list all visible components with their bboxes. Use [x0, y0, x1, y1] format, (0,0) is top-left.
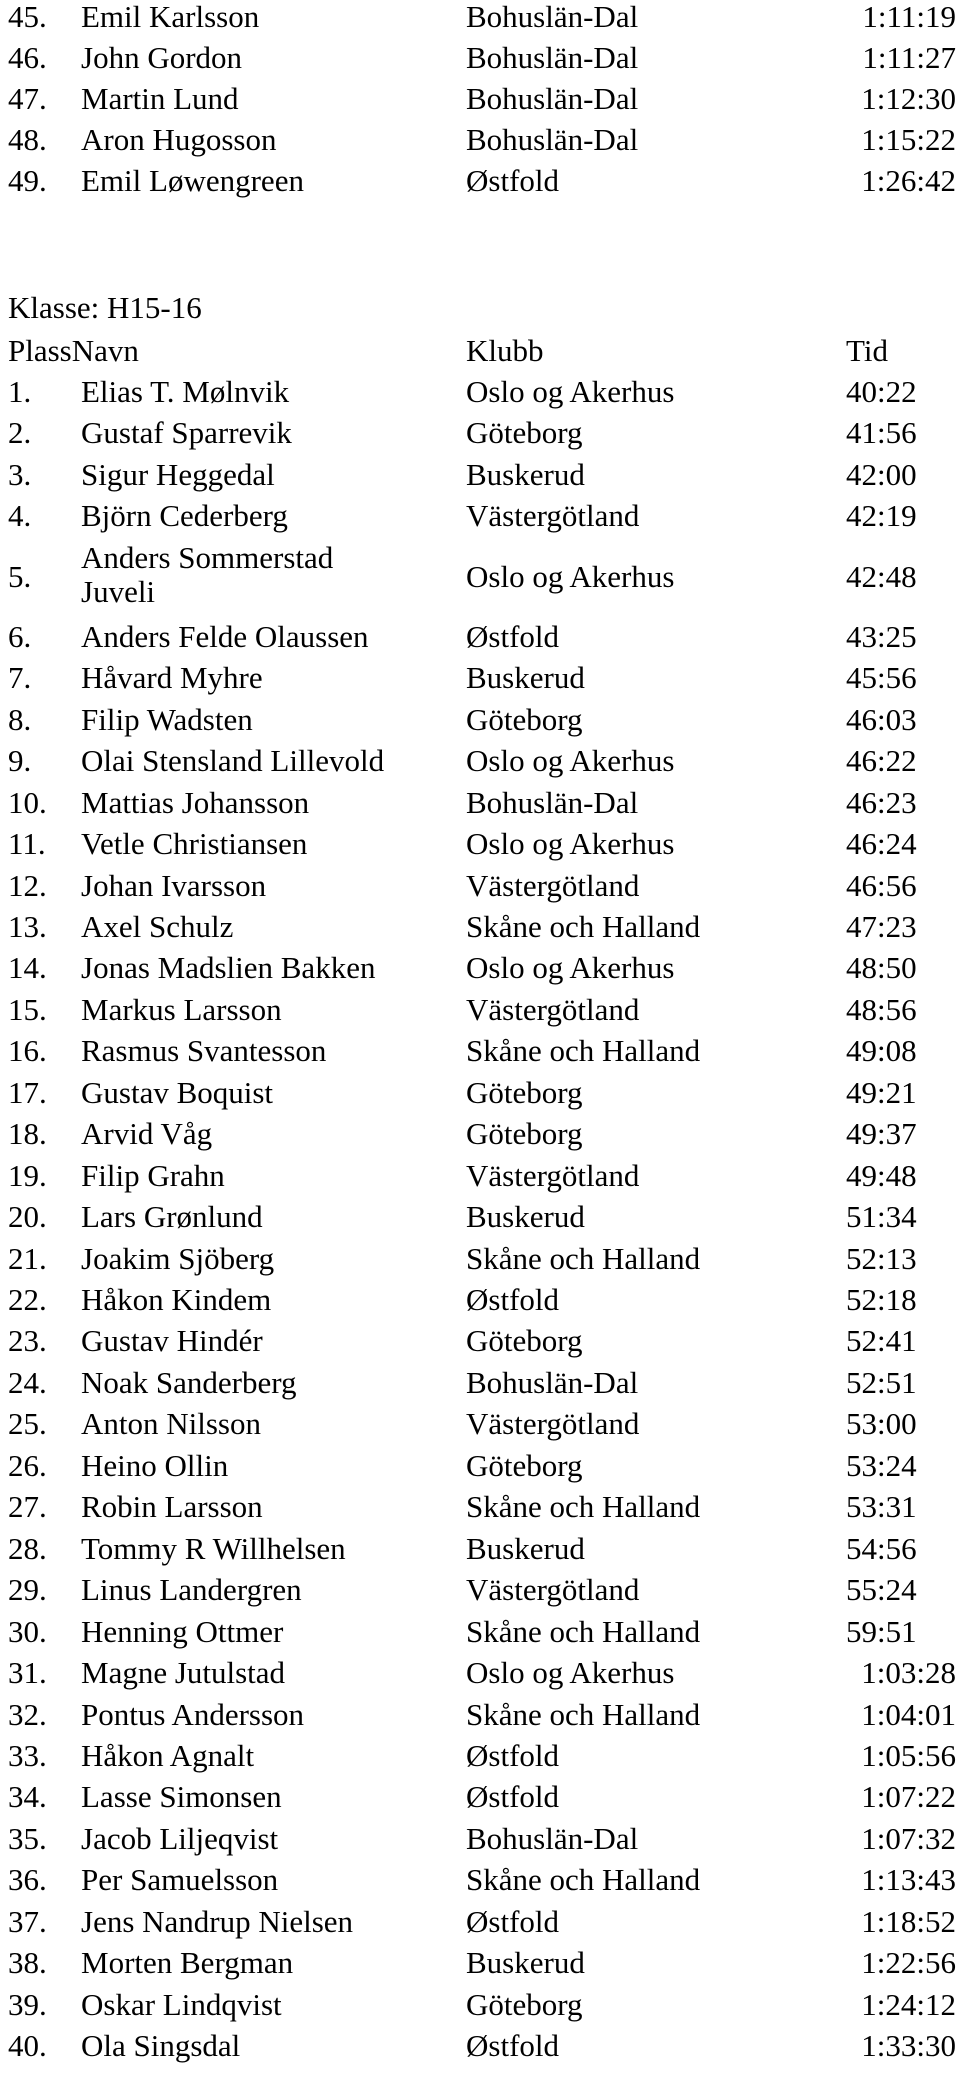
- club-name: Västergötland: [466, 867, 640, 903]
- result-time: 1:24:12: [861, 1986, 956, 2022]
- result-time: 46:22: [846, 743, 917, 779]
- club-name: Skåne och Halland: [466, 1033, 701, 1069]
- result-time: 43:25: [846, 618, 917, 654]
- result-time: 1:18:52: [861, 1903, 956, 1939]
- club-name: Skåne och Halland: [466, 1613, 701, 1649]
- place-number: 12.: [8, 867, 47, 903]
- result-time: 1:07:32: [861, 1820, 956, 1856]
- result-time: 42:19: [846, 498, 917, 534]
- table-row: [0, 1984, 960, 2026]
- place-number: 17.: [8, 1074, 47, 1110]
- club-name: Østfold: [466, 1282, 559, 1317]
- club-name: Buskerud: [466, 1945, 585, 1981]
- list-item: [0, 37, 960, 79]
- club-name: Buskerud: [466, 660, 585, 696]
- place-number: 40.: [8, 2028, 47, 2064]
- result-time: 1:11:19: [862, 0, 956, 34]
- club-name: Göteborg: [466, 415, 583, 451]
- table-row: [0, 537, 960, 616]
- result-time: 1:07:22: [861, 1779, 956, 1815]
- place-number: 13.: [8, 908, 47, 944]
- place-number: 47.: [8, 81, 47, 116]
- club-name: Østfold: [466, 618, 559, 654]
- place-number: 19.: [8, 1157, 47, 1193]
- club-name: Skåne och Halland: [466, 908, 701, 944]
- table-row: [0, 1279, 960, 1321]
- table-row: [0, 1113, 960, 1155]
- table-row: [0, 782, 960, 824]
- athlete-name: Pontus Andersson: [81, 1696, 305, 1732]
- table-row: [0, 412, 960, 454]
- athlete-name: Joakim Sjöberg: [81, 1240, 275, 1276]
- place-number: 3.: [8, 456, 32, 492]
- club-name: Oslo og Akerhus: [466, 950, 675, 986]
- athlete-name: Björn Cederberg: [81, 498, 288, 534]
- result-time: 1:26:42: [861, 163, 956, 198]
- result-time: 1:33:30: [861, 2028, 956, 2064]
- athlete-name: Håkon Kindem: [81, 1282, 272, 1317]
- place-number: 39.: [8, 1986, 47, 2022]
- table-row: [0, 657, 960, 699]
- place-number: 28.: [8, 1530, 47, 1566]
- table-row: [0, 1486, 960, 1528]
- result-time: 1:12:30: [861, 81, 956, 116]
- athlete-name-line-1: Anders Sommerstad: [81, 539, 334, 575]
- table-row: [0, 1652, 960, 1694]
- athlete-name: Arvid Våg: [81, 1116, 213, 1152]
- place-number: 49.: [8, 163, 47, 198]
- place-number: 34.: [8, 1779, 47, 1815]
- athlete-name: Jacob Liljeqvist: [81, 1820, 279, 1856]
- club-name: Bohuslän-Dal: [466, 1364, 639, 1400]
- athlete-name: Emil Løwengreen: [81, 163, 304, 198]
- athlete-name: Martin Lund: [81, 81, 239, 116]
- table-row: [0, 947, 960, 989]
- place-number: 2.: [8, 415, 32, 451]
- result-time: 55:24: [846, 1572, 917, 1608]
- table-row: [0, 1569, 960, 1611]
- place-number: 29.: [8, 1572, 47, 1608]
- athlete-name: Vetle Christiansen: [81, 826, 308, 862]
- club-name: Oslo og Akerhus: [466, 743, 675, 779]
- athlete-name: John Gordon: [81, 40, 243, 75]
- table-row: [0, 1611, 960, 1653]
- athlete-name: Sigur Heggedal: [81, 456, 275, 492]
- place-number: 14.: [8, 950, 47, 986]
- athlete-name: Håvard Myhre: [81, 660, 263, 696]
- athlete-name: Filip Grahn: [81, 1157, 225, 1193]
- place-number: 33.: [8, 1737, 47, 1773]
- table-row: [0, 1320, 960, 1362]
- club-name: Buskerud: [466, 456, 585, 492]
- header-place-name: PlassNavn: [8, 333, 139, 368]
- table-row: [0, 371, 960, 413]
- place-number: 18.: [8, 1116, 47, 1152]
- place-number: 48.: [8, 122, 47, 157]
- athlete-name: Henning Ottmer: [81, 1613, 284, 1649]
- place-number: 27.: [8, 1489, 47, 1525]
- athlete-name: Emil Karlsson: [81, 0, 260, 34]
- result-time: 46:23: [846, 784, 917, 820]
- club-name: Bohuslän-Dal: [466, 1820, 639, 1856]
- club-name: Østfold: [466, 1779, 559, 1815]
- table-row: [0, 1155, 960, 1197]
- place-number: 38.: [8, 1945, 47, 1981]
- place-number: 26.: [8, 1447, 47, 1483]
- result-time: 54:56: [846, 1530, 917, 1566]
- result-time: 51:34: [846, 1199, 917, 1235]
- class-title: Klasse: H15-16: [8, 290, 202, 325]
- result-time: 46:24: [846, 826, 917, 862]
- athlete-name: Johan Ivarsson: [81, 867, 267, 903]
- table-row: [0, 699, 960, 741]
- place-number: 37.: [8, 1903, 47, 1939]
- athlete-name: Linus Landergren: [81, 1572, 302, 1608]
- result-time: 1:15:22: [861, 122, 956, 157]
- club-name: Oslo og Akerhus: [466, 374, 675, 409]
- athlete-name: Anders Felde Olaussen: [81, 618, 369, 654]
- result-time: 1:05:56: [861, 1737, 956, 1773]
- club-name: Göteborg: [466, 701, 583, 737]
- place-number: 30.: [8, 1613, 47, 1649]
- athlete-name: Filip Wadsten: [81, 701, 253, 737]
- club-name: Bohuslän-Dal: [466, 784, 639, 820]
- list-item: [0, 0, 960, 38]
- table-row: [0, 1776, 960, 1818]
- table-row: [0, 1072, 960, 1114]
- table-row: [0, 1942, 960, 1984]
- athlete-name: Per Samuelsson: [81, 1862, 279, 1898]
- result-time: 52:13: [846, 1240, 917, 1276]
- club-name: Bohuslän-Dal: [466, 81, 639, 116]
- list-item: [0, 160, 960, 202]
- athlete-name: Ola Singsdal: [81, 2028, 241, 2064]
- result-time: 1:03:28: [861, 1655, 956, 1691]
- club-name: Skåne och Halland: [466, 1489, 701, 1525]
- athlete-name: Olai Stensland Lillevold: [81, 743, 385, 779]
- athlete-name: Noak Sanderberg: [81, 1364, 297, 1400]
- result-time: 59:51: [846, 1613, 917, 1649]
- result-time: 1:11:27: [862, 40, 956, 75]
- place-number: 20.: [8, 1199, 47, 1235]
- result-time: 41:56: [846, 415, 917, 451]
- place-number: 32.: [8, 1696, 47, 1732]
- club-name: Østfold: [466, 163, 559, 198]
- result-time: 49:37: [846, 1116, 917, 1152]
- table-header: [0, 330, 960, 372]
- list-item: [0, 78, 960, 120]
- place-number: 23.: [8, 1323, 47, 1359]
- place-number: 6.: [8, 618, 32, 654]
- club-name: Göteborg: [466, 1447, 583, 1483]
- club-name: Västergötland: [466, 991, 640, 1027]
- table-row: [0, 1818, 960, 1860]
- table-row: [0, 865, 960, 907]
- table-row: [0, 823, 960, 865]
- athlete-name: Lasse Simonsen: [81, 1779, 282, 1815]
- table-row: [0, 1735, 960, 1777]
- result-time: 52:41: [846, 1323, 917, 1359]
- result-time: 52:51: [846, 1364, 917, 1400]
- athlete-name: Heino Ollin: [81, 1447, 229, 1483]
- header-club: Klubb: [466, 333, 544, 368]
- result-time: 40:22: [846, 374, 917, 409]
- table-row: [0, 616, 960, 658]
- result-time: 47:23: [846, 908, 917, 944]
- place-number: 4.: [8, 498, 32, 534]
- result-time: 1:22:56: [861, 1945, 956, 1981]
- table-row: [0, 2025, 960, 2067]
- club-name: Bohuslän-Dal: [466, 40, 639, 75]
- result-time: 45:56: [846, 660, 917, 696]
- athlete-name: Markus Larsson: [81, 991, 282, 1027]
- club-name: Skåne och Halland: [466, 1240, 701, 1276]
- table-row: [0, 1445, 960, 1487]
- table-row: [0, 1859, 960, 1901]
- club-name: Østfold: [466, 1903, 559, 1939]
- club-name: Göteborg: [466, 1323, 583, 1359]
- club-name: Skåne och Halland: [466, 1862, 701, 1898]
- club-name: Göteborg: [466, 1986, 583, 2022]
- table-row: [0, 495, 960, 537]
- place-number: 10.: [8, 784, 47, 820]
- result-time: 42:00: [846, 456, 917, 492]
- club-name: Bohuslän-Dal: [466, 0, 639, 34]
- athlete-name: Tommy R Willhelsen: [81, 1530, 346, 1566]
- place-number: 35.: [8, 1820, 47, 1856]
- club-name: Oslo og Akerhus: [466, 826, 675, 862]
- athlete-name: Jens Nandrup Nielsen: [81, 1903, 354, 1939]
- result-time: 53:00: [846, 1406, 917, 1442]
- club-name: Bohuslän-Dal: [466, 122, 639, 157]
- athlete-name: Gustav Boquist: [81, 1074, 274, 1110]
- result-time: 1:13:43: [861, 1862, 956, 1898]
- result-time: 46:03: [846, 701, 917, 737]
- athlete-name-line-2: Juveli: [81, 573, 156, 609]
- place-number: 15.: [8, 991, 47, 1027]
- place-number: 7.: [8, 660, 32, 696]
- table-row: [0, 1694, 960, 1736]
- place-number: 22.: [8, 1282, 47, 1317]
- athlete-name: Robin Larsson: [81, 1489, 263, 1525]
- place-number: 31.: [8, 1655, 47, 1691]
- club-name: Buskerud: [466, 1199, 585, 1235]
- table-row: [0, 1362, 960, 1404]
- place-number: 5.: [8, 558, 32, 594]
- result-time: 53:24: [846, 1447, 917, 1483]
- club-name: Västergötland: [466, 1157, 640, 1193]
- result-time: 53:31: [846, 1489, 917, 1525]
- athlete-name: Gustav Hindér: [81, 1323, 263, 1359]
- athlete-name: Rasmus Svantesson: [81, 1033, 327, 1069]
- place-number: 45.: [8, 0, 47, 34]
- result-time: 42:48: [846, 558, 917, 594]
- place-number: 9.: [8, 743, 32, 779]
- athlete-name: Magne Jutulstad: [81, 1655, 286, 1691]
- athlete-name: [81, 541, 333, 609]
- athlete-name: Aron Hugosson: [81, 122, 277, 157]
- club-name: Västergötland: [466, 498, 640, 534]
- result-time: 49:08: [846, 1033, 917, 1069]
- club-name: Västergötland: [466, 1406, 640, 1442]
- place-number: 11.: [8, 826, 46, 862]
- athlete-name: Håkon Agnalt: [81, 1737, 255, 1773]
- athlete-name: Gustaf Sparrevik: [81, 415, 292, 451]
- table-row: [0, 1030, 960, 1072]
- club-name: Västergötland: [466, 1572, 640, 1608]
- athlete-name: Lars Grønlund: [81, 1199, 263, 1235]
- result-time: 46:56: [846, 867, 917, 903]
- athlete-name: Anton Nilsson: [81, 1406, 261, 1442]
- athlete-name: Morten Bergman: [81, 1945, 294, 1981]
- athlete-name: Elias T. Mølnvik: [81, 374, 290, 409]
- table-row: [0, 454, 960, 496]
- table-row: [0, 906, 960, 948]
- result-time: 1:04:01: [861, 1696, 956, 1732]
- club-name: Østfold: [466, 1737, 559, 1773]
- list-item: [0, 119, 960, 161]
- place-number: 25.: [8, 1406, 47, 1442]
- place-number: 1.: [8, 374, 32, 409]
- table-row: [0, 1528, 960, 1570]
- result-time: 48:50: [846, 950, 917, 986]
- table-row: [0, 989, 960, 1031]
- result-time: 49:21: [846, 1074, 917, 1110]
- club-name: Østfold: [466, 2028, 559, 2064]
- header-time: Tid: [846, 333, 888, 368]
- table-row: [0, 1196, 960, 1238]
- place-number: 36.: [8, 1862, 47, 1898]
- result-time: 49:48: [846, 1157, 917, 1193]
- table-row: [0, 740, 960, 782]
- table-row: [0, 1403, 960, 1445]
- club-name: Oslo og Akerhus: [466, 1655, 675, 1691]
- place-number: 8.: [8, 701, 32, 737]
- club-name: Göteborg: [466, 1116, 583, 1152]
- table-row: [0, 1901, 960, 1943]
- place-number: 16.: [8, 1033, 47, 1069]
- club-name: Buskerud: [466, 1530, 585, 1566]
- place-number: 24.: [8, 1364, 47, 1400]
- place-number: 21.: [8, 1240, 47, 1276]
- club-name: Göteborg: [466, 1074, 583, 1110]
- club-name: Skåne och Halland: [466, 1696, 701, 1732]
- result-time: 48:56: [846, 991, 917, 1027]
- athlete-name: Jonas Madslien Bakken: [81, 950, 376, 986]
- athlete-name: Oskar Lindqvist: [81, 1986, 282, 2022]
- athlete-name: Axel Schulz: [81, 908, 234, 944]
- result-time: 52:18: [846, 1282, 917, 1317]
- club-name: Oslo og Akerhus: [466, 558, 675, 594]
- table-row: [0, 1238, 960, 1280]
- place-number: 46.: [8, 40, 47, 75]
- athlete-name: Mattias Johansson: [81, 784, 310, 820]
